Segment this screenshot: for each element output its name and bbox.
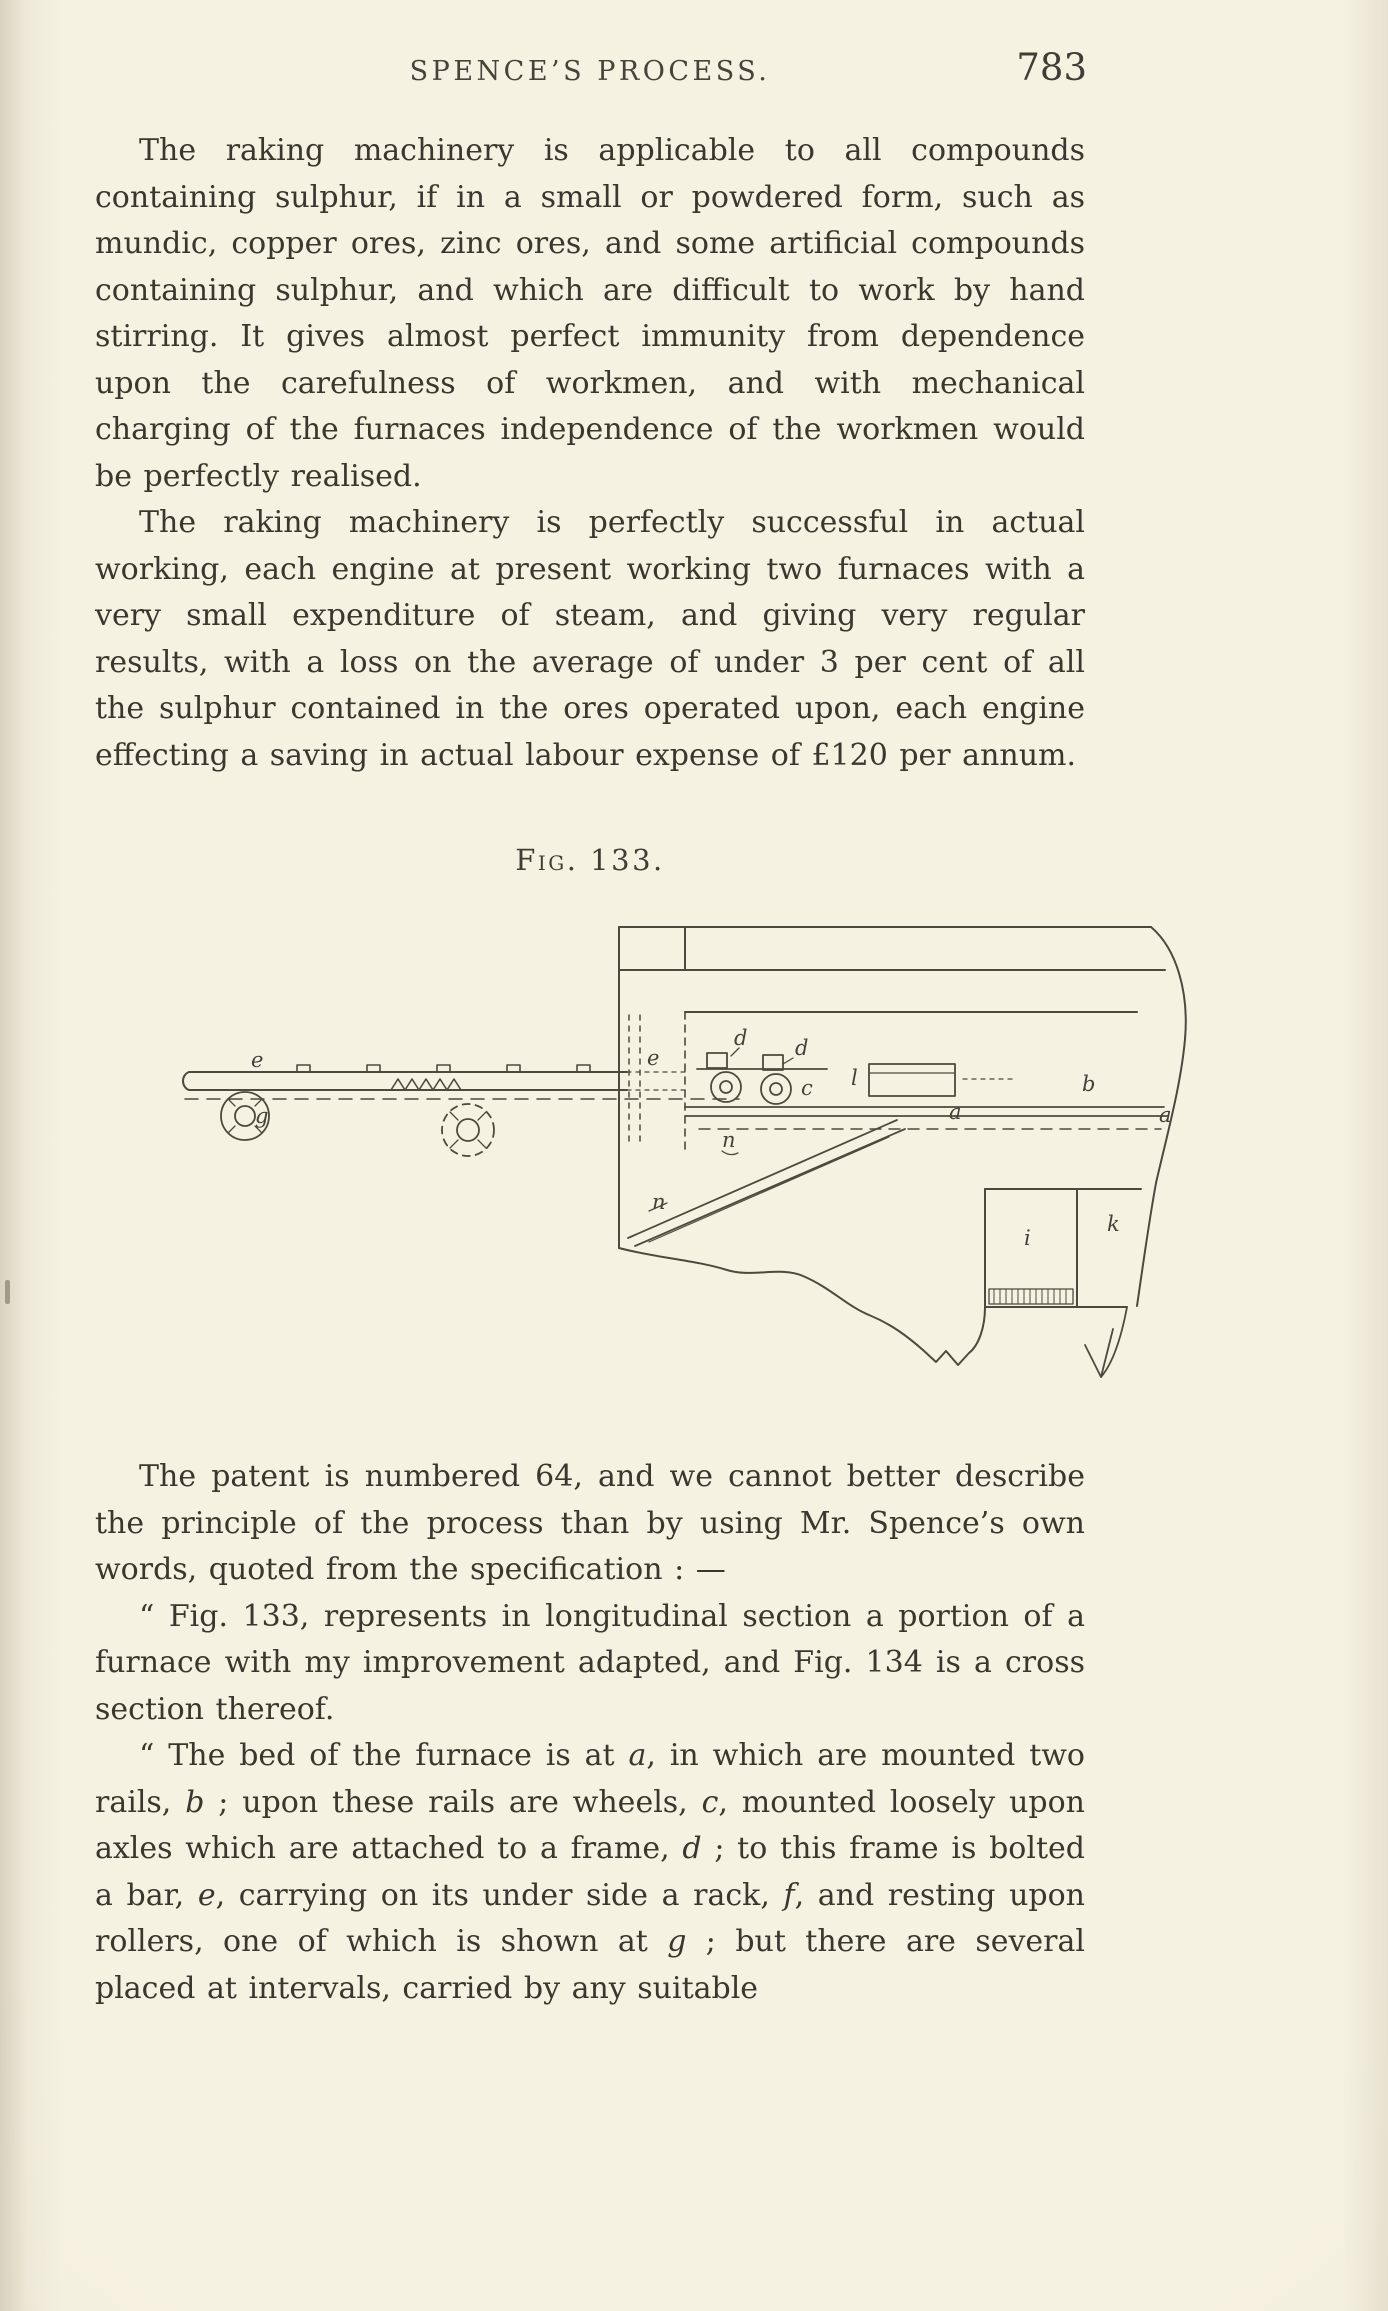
text-run: , mounted loosely upon axles which are attached to a frame, bbox=[95, 1784, 1086, 1866]
text-run: The raking machinery is applicable to all compounds containing sulphur, if in a small or powdered form, such as mundic, copper ores, zinc ores, and some artificial compounds containing sulphur, and which are difficult to work by hand stirring. It gives almost perfect immunity from dependence upon the carefulness of workmen, and with mechanical charging of the furnaces independence of the workmen would be perfectly realised. bbox=[95, 133, 1085, 494]
text-run: , in which are mounted two rails, bbox=[95, 1738, 1085, 1820]
label-l: l bbox=[851, 1066, 858, 1090]
figure-ref-letter: a bbox=[628, 1738, 647, 1773]
label-d-lower: d bbox=[795, 1036, 809, 1060]
label-c: c bbox=[801, 1076, 813, 1100]
label-n-upper: n bbox=[722, 1128, 736, 1152]
label-n-lower: n bbox=[652, 1190, 666, 1214]
text-run: The patent is numbered 64, and we cannot better describe the principle of the process than by using Mr. Spence’s own words, quoted from the specification : — bbox=[95, 1459, 1085, 1587]
figure-ref-letter: f bbox=[783, 1877, 795, 1913]
text-run: , and resting upon rollers, one of which is shown at bbox=[95, 1877, 1085, 1959]
label-i: i bbox=[1024, 1226, 1031, 1250]
label-e-right: e bbox=[647, 1046, 660, 1070]
text-run: ; upon these rails are wheels, bbox=[204, 1784, 702, 1820]
lower-chamber-box bbox=[985, 1189, 1141, 1307]
text-run: ; but there are several placed at intervals, carried by any suitable bbox=[95, 1924, 1085, 2006]
figure-133-drawing bbox=[179, 915, 1199, 1400]
label-a-right: a bbox=[1159, 1103, 1172, 1127]
figure-ref-letter: e bbox=[197, 1877, 216, 1913]
figure-ref-letter: b bbox=[185, 1784, 205, 1820]
body-text bbox=[95, 128, 1172, 2012]
page-edge-mark bbox=[5, 1280, 10, 1304]
torn-edges bbox=[619, 1248, 1127, 1377]
running-title: SPENCE’S PROCESS. bbox=[409, 56, 771, 87]
text-column bbox=[95, 0, 1172, 2012]
figure-caption: Fig. 133. bbox=[515, 843, 665, 877]
figure-ref-letter: d bbox=[682, 1831, 702, 1866]
paragraph-1 bbox=[95, 128, 1085, 500]
label-k: k bbox=[1107, 1212, 1120, 1236]
page-header bbox=[95, 0, 1085, 104]
text-run: “ The bed of the furnace is at bbox=[139, 1738, 629, 1773]
label-b: b bbox=[1082, 1072, 1096, 1096]
figure-133 bbox=[179, 915, 1199, 1400]
figure-ref-letter: c bbox=[701, 1784, 719, 1820]
paragraph-3 bbox=[95, 1454, 1085, 1594]
text-run: “ Fig. 133, represents in longitudinal section a portion of a furnace with my improvement adapted, and Fig. 134 is a cross section thereof. bbox=[95, 1598, 1085, 1727]
figure-labels bbox=[251, 1026, 1172, 1250]
paragraph-4 bbox=[95, 1594, 1085, 1734]
label-d-upper: d bbox=[734, 1026, 748, 1050]
text-run: , carrying on its under side a rack, bbox=[215, 1877, 784, 1913]
label-e-left: e bbox=[251, 1048, 264, 1072]
page-number: 783 bbox=[1016, 46, 1087, 89]
paragraph-5 bbox=[95, 1733, 1085, 2012]
paragraph-2 bbox=[95, 500, 1085, 779]
text-run: ; to this frame is bolted a bar, bbox=[95, 1831, 1085, 1913]
text-run: The raking machinery is perfectly successful in actual working, each engine at present working two furnaces with a very small expenditure of steam, and giving very regular results, with a loss on the average of under 3 per cent of all the sulphur contained in the ores operated upon, each engine effecting a saving in actual labour expense of £120 per annum. bbox=[95, 505, 1085, 773]
figure-ref-letter: g bbox=[667, 1924, 687, 1959]
lower-text bbox=[95, 1454, 1085, 2012]
sloped-bed-lines bbox=[628, 1120, 905, 1246]
label-g: g bbox=[255, 1104, 269, 1128]
label-a-mid: a bbox=[949, 1100, 962, 1124]
bed-rails bbox=[685, 1107, 1167, 1129]
